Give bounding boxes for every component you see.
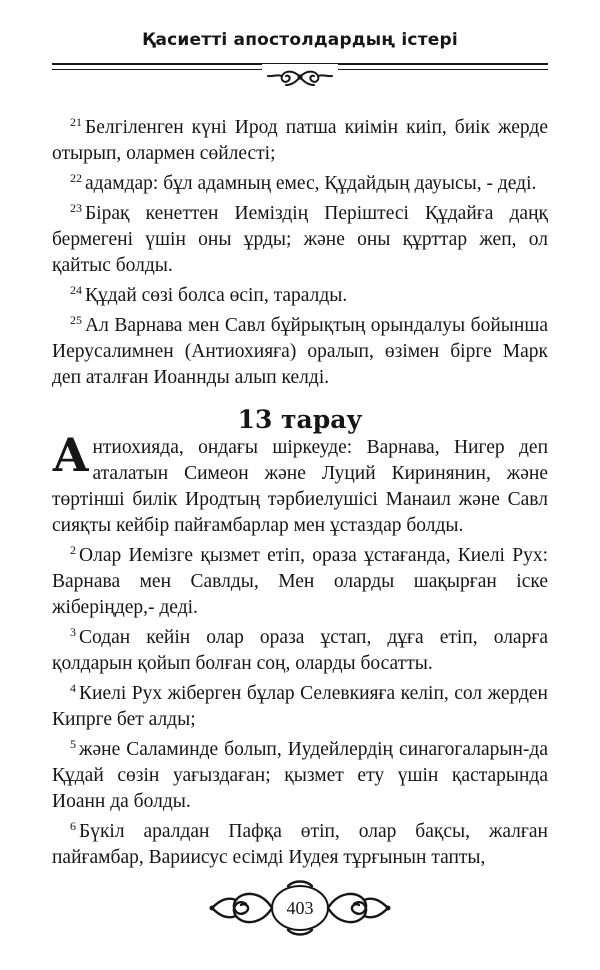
verse-text: Бірақ кенеттен Иеміздің Періштесі Құдайға даңқ бермегені үшін оны ұрды; және оны құрттар жеп, ол қайтыс болды. <box>52 203 548 276</box>
verse-number: 3 <box>70 625 76 639</box>
verse-number: 24 <box>70 283 82 297</box>
verse-text: Белгіленген күні Ирод патша киімін киіп, биік жерде отырып, олармен сөйлесті; <box>52 117 548 164</box>
chapter-heading: 13 тарау <box>237 405 363 434</box>
header-ornament-icon <box>262 64 338 90</box>
verse <box>52 171 548 197</box>
verse <box>52 819 548 871</box>
verse-number: 4 <box>70 681 76 695</box>
chapter-first-paragraph <box>52 428 548 539</box>
verse <box>52 737 548 815</box>
verse <box>52 283 548 309</box>
verse-text: Ал Варнава мен Савл бұйрықтың орындалуы бойынша Иерусалимнен (Антиохияға) оралып, өзімен бірге Марк деп аталған Иоаннды алып келді. <box>52 315 548 388</box>
verse-number: 5 <box>70 737 76 751</box>
verse <box>52 625 548 677</box>
verse <box>52 201 548 279</box>
verse-number: 21 <box>70 115 82 129</box>
verse <box>52 543 548 621</box>
verse-number: 6 <box>70 819 76 833</box>
verse-text: Олар Иемізге қызмет етіп, ораза ұстағанда, Киелі Рух: Варнава мен Савлды, Мен оларды шақырған іске жіберіңдер,- деді. <box>52 545 548 618</box>
verse <box>52 115 548 167</box>
verse <box>52 313 548 391</box>
verse-number: 2 <box>70 543 76 557</box>
page-number: 403 <box>286 898 314 918</box>
body-text <box>52 115 548 875</box>
verse-text: Киелі Рух жіберген бұлар Селевкияға келіп, сол жерден Кипрге бет алды; <box>52 683 548 730</box>
verse-number: 25 <box>70 313 82 327</box>
verse-text: нтиохияда, ондағы шіркеуде: Варнава, Нигер деп аталатын Симеон және Луций Киринянин, және төртінші билік Иродтың тәрбиелушісі Манаил және Савл сияқты кейбір пайғамбарлар мен ұстаздар болды. <box>52 437 548 536</box>
verse-text: және Саламинде болып, Иудейлердің синагогаларын-да Құдай сөзін уағыздаған; қызмет ету үшін қастарында Иоанн да болды. <box>52 739 548 812</box>
verse-text: адамдар: бұл адамның емес, Құдайдың дауысы, - деді. <box>85 173 537 194</box>
running-header: Қасиетті апостолдардың істері <box>142 30 458 50</box>
verse-text: Құдай сөзі болса өсіп, таралды. <box>85 285 348 306</box>
verse-text: Бүкіл аралдан Пафқа өтіп, олар бақсы, жалған пайғамбар, Вариисус есімді Иудея тұрғынын тапты, <box>52 821 548 868</box>
drop-cap: А <box>52 428 90 482</box>
verse-text: Содан кейін олар ораза ұстап, дұға етіп, оларға қолдарын қойып болған соң, оларды босатты. <box>52 627 548 674</box>
verse <box>52 681 548 733</box>
verse-number: 22 <box>70 171 82 185</box>
verse-number: 23 <box>70 201 82 215</box>
